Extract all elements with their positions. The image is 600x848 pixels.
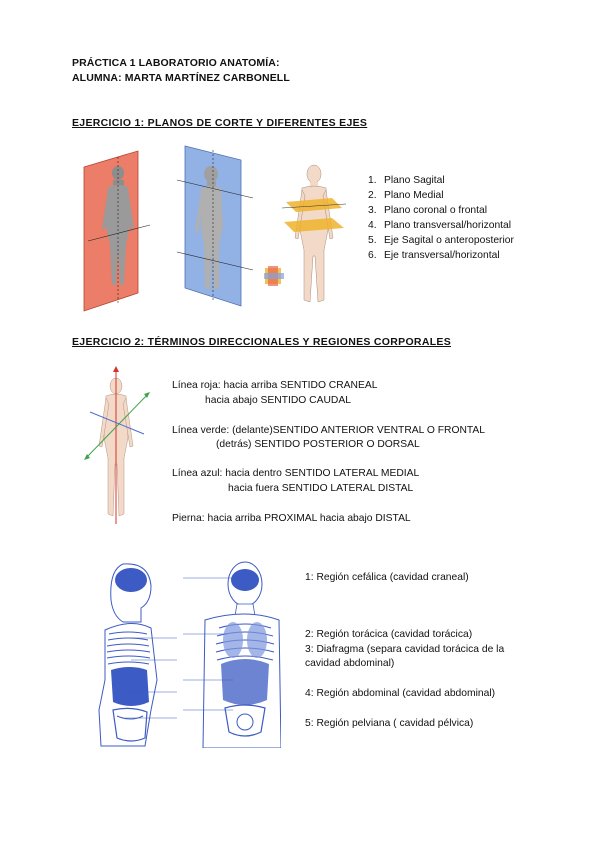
list-item: 6. Eje transversal/horizontal <box>368 250 500 261</box>
list-item: 5. Eje Sagital o anteroposterior <box>368 235 514 246</box>
transverse-plane-figure <box>282 160 347 308</box>
body-cavities-front-figure <box>183 560 281 748</box>
red-line-down: hacia abajo SENTIDO CAUDAL <box>205 395 351 406</box>
document-title: PRÁCTICA 1 LABORATORIO ANATOMÍA: <box>72 57 280 69</box>
sagittal-plane-figure <box>80 145 160 315</box>
region-diaphragm: 3: Diafragma (separa cavidad torácica de la cavidad abdominal) <box>305 644 505 669</box>
list-item: 3. Plano coronal o frontal <box>368 205 488 216</box>
body-cavities-side-figure <box>85 560 177 748</box>
list-item: 1. Plano Sagital <box>368 175 445 186</box>
planes-list <box>368 173 514 263</box>
exercise1-title: EJERCICIO 1: PLANOS DE CORTE Y DIFERENTES EJES <box>72 117 368 129</box>
coronal-plane-figure <box>175 140 263 310</box>
region-thoracic: 2: Región torácica (cavidad torácica) <box>305 629 473 640</box>
exercise2-title: EJERCICIO 2: TÉRMINOS DIRECCIONALES Y REGIONES CORPORALES <box>72 336 452 348</box>
region-cephalic: 1: Región cefálica (cavidad craneal) <box>305 572 469 583</box>
green-line-front: Línea verde: (delante)SENTIDO ANTERIOR VENTRAL O FRONTAL <box>172 425 486 436</box>
directional-axes-figure <box>84 366 154 526</box>
list-item: 4. Plano transversal/horizontal <box>368 220 512 231</box>
region-abdominal: 4: Región abdominal (cavidad abdominal) <box>305 688 496 699</box>
red-line-up: Línea roja: hacia arriba SENTIDO CRANEAL <box>172 380 378 391</box>
student-name: ALUMNA: MARTA MARTÍNEZ CARBONELL <box>72 72 290 84</box>
blue-line-inward: Línea azul: hacia dentro SENTIDO LATERAL MEDIAL <box>172 468 420 479</box>
leg-line: Pierna: hacia arriba PROXIMAL hacia abajo DISTAL <box>172 513 411 524</box>
blue-line-outward: hacia fuera SENTIDO LATERAL DISTAL <box>228 483 414 494</box>
list-item: 2. Plano Medial <box>368 190 444 201</box>
region-pelvic: 5: Región pelviana ( cavidad pélvica) <box>305 718 474 729</box>
green-line-back: (detrás) SENTIDO POSTERIOR O DORSAL <box>216 439 420 450</box>
